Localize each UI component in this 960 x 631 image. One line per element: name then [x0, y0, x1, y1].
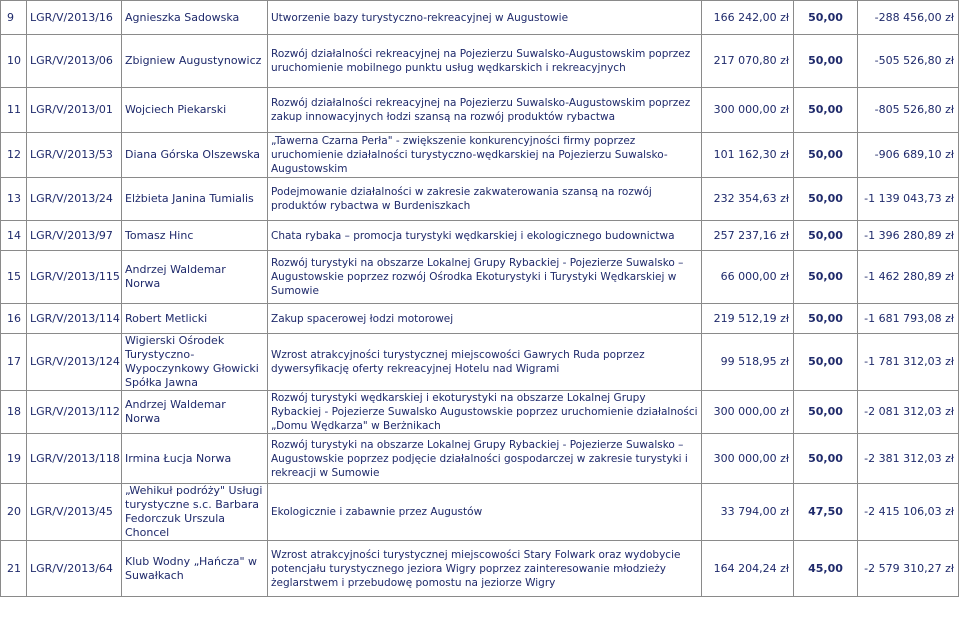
balance-cell: -1 139 043,73 zł — [858, 178, 959, 221]
project-title-cell: Rozwój działalności rekreacyjnej na Pojezierzu Suwalsko-Augustowskim poprzez zakup innowacyjnych łodzi szansą na rozwój produktów rybactwa — [268, 88, 702, 133]
balance-cell: -1 781 312,03 zł — [858, 334, 959, 391]
table-row — [1, 434, 959, 484]
signature-cell: LGR/V/2013/24 — [27, 178, 122, 221]
table-row — [1, 541, 959, 597]
balance-cell: -2 415 106,03 zł — [858, 484, 959, 541]
amount-cell: 300 000,00 zł — [702, 391, 794, 434]
amount-cell: 101 162,30 zł — [702, 133, 794, 178]
percent-cell: 50,00 — [794, 1, 858, 35]
table-row — [1, 178, 959, 221]
amount-cell: 300 000,00 zł — [702, 434, 794, 484]
balance-cell: -2 081 312,03 zł — [858, 391, 959, 434]
row-number-cell: 19 — [1, 434, 27, 484]
applicant-cell: Wojciech Piekarski — [122, 88, 268, 133]
percent-cell: 50,00 — [794, 304, 858, 334]
project-title-cell: Rozwój działalności rekreacyjnej na Pojezierzu Suwalsko-Augustowskim poprzez uruchomienie mobilnego punktu usług wędkarskich i rekreacyjnych — [268, 35, 702, 88]
applicant-cell: Agnieszka Sadowska — [122, 1, 268, 35]
balance-cell: -805 526,80 zł — [858, 88, 959, 133]
table-row — [1, 133, 959, 178]
table-row — [1, 484, 959, 541]
signature-cell: LGR/V/2013/97 — [27, 221, 122, 251]
balance-cell: -1 462 280,89 zł — [858, 251, 959, 304]
balance-cell: -906 689,10 zł — [858, 133, 959, 178]
percent-cell: 50,00 — [794, 334, 858, 391]
table-row — [1, 304, 959, 334]
balance-cell: -2 381 312,03 zł — [858, 434, 959, 484]
applicant-cell: Klub Wodny „Hańcza" w Suwałkach — [122, 541, 268, 597]
row-number-cell: 9 — [1, 1, 27, 35]
project-title-cell: Zakup spacerowej łodzi motorowej — [268, 304, 702, 334]
balance-cell: -505 526,80 zł — [858, 35, 959, 88]
row-number-cell: 13 — [1, 178, 27, 221]
table-row — [1, 334, 959, 391]
applicant-cell: „Wehikuł podróży" Usługi turystyczne s.c. Barbara Fedorczuk Urszula Choncel — [122, 484, 268, 541]
applicant-cell: Tomasz Hinc — [122, 221, 268, 251]
project-title-cell: „Tawerna Czarna Perła" - zwiększenie konkurencyjności firmy poprzez uruchomienie działalności turystyczno-wędkarskiej na Pojezierzu Suwalsko-Augustowskim — [268, 133, 702, 178]
project-title-cell: Ekologicznie i zabawnie przez Augustów — [268, 484, 702, 541]
applicant-cell: Robert Metlicki — [122, 304, 268, 334]
signature-cell: LGR/V/2013/06 — [27, 35, 122, 88]
applicant-cell: Andrzej Waldemar Norwa — [122, 391, 268, 434]
amount-cell: 219 512,19 zł — [702, 304, 794, 334]
table-row — [1, 221, 959, 251]
percent-cell: 45,00 — [794, 541, 858, 597]
applicant-cell: Zbigniew Augustynowicz — [122, 35, 268, 88]
row-number-cell: 15 — [1, 251, 27, 304]
balance-cell: -2 579 310,27 zł — [858, 541, 959, 597]
balance-cell: -1 396 280,89 zł — [858, 221, 959, 251]
percent-cell: 50,00 — [794, 391, 858, 434]
signature-cell: LGR/V/2013/124 — [27, 334, 122, 391]
table-row — [1, 391, 959, 434]
applicant-cell: Elżbieta Janina Tumialis — [122, 178, 268, 221]
percent-cell: 50,00 — [794, 133, 858, 178]
row-number-cell: 10 — [1, 35, 27, 88]
amount-cell: 166 242,00 zł — [702, 1, 794, 35]
amount-cell: 164 204,24 zł — [702, 541, 794, 597]
row-number-cell: 21 — [1, 541, 27, 597]
signature-cell: LGR/V/2013/115 — [27, 251, 122, 304]
applicant-cell: Diana Górska Olszewska — [122, 133, 268, 178]
amount-cell: 99 518,95 zł — [702, 334, 794, 391]
amount-cell: 217 070,80 zł — [702, 35, 794, 88]
percent-cell: 50,00 — [794, 178, 858, 221]
percent-cell: 50,00 — [794, 251, 858, 304]
table-row — [1, 251, 959, 304]
percent-cell: 50,00 — [794, 88, 858, 133]
amount-cell: 232 354,63 zł — [702, 178, 794, 221]
row-number-cell: 11 — [1, 88, 27, 133]
signature-cell: LGR/V/2013/118 — [27, 434, 122, 484]
project-title-cell: Wzrost atrakcyjności turystycznej miejscowości Gawrych Ruda poprzez dywersyfikację oferty rekreacyjnej Hotelu nad Wigrami — [268, 334, 702, 391]
signature-cell: LGR/V/2013/112 — [27, 391, 122, 434]
amount-cell: 257 237,16 zł — [702, 221, 794, 251]
applicant-cell: Wigierski Ośrodek Turystyczno-Wypoczynkowy Głowicki Spółka Jawna — [122, 334, 268, 391]
row-number-cell: 18 — [1, 391, 27, 434]
table-row — [1, 88, 959, 133]
signature-cell: LGR/V/2013/01 — [27, 88, 122, 133]
percent-cell: 47,50 — [794, 484, 858, 541]
balance-cell: -1 681 793,08 zł — [858, 304, 959, 334]
project-title-cell: Rozwój turystyki na obszarze Lokalnej Grupy Rybackiej - Pojezierze Suwalsko – Augustowskie poprzez podjęcie działalności gospodarczej w zakresie turystyki i rekreacji w Sumowie — [268, 434, 702, 484]
signature-cell: LGR/V/2013/53 — [27, 133, 122, 178]
signature-cell: LGR/V/2013/16 — [27, 1, 122, 35]
row-number-cell: 20 — [1, 484, 27, 541]
applicant-cell: Andrzej Waldemar Norwa — [122, 251, 268, 304]
project-title-cell: Rozwój turystyki na obszarze Lokalnej Grupy Rybackiej - Pojezierze Suwalsko – Augustowskie poprzez rozwój Ośrodka Ekoturystyki i Turystyki Wędkarskiej w Sumowie — [268, 251, 702, 304]
table-row — [1, 1, 959, 35]
row-number-cell: 17 — [1, 334, 27, 391]
amount-cell: 33 794,00 zł — [702, 484, 794, 541]
balance-cell: -288 456,00 zł — [858, 1, 959, 35]
applicant-cell: Irmina Łucja Norwa — [122, 434, 268, 484]
project-title-cell: Chata rybaka – promocja turystyki wędkarskiej i ekologicznego budownictwa — [268, 221, 702, 251]
project-title-cell: Utworzenie bazy turystyczno-rekreacyjnej w Augustowie — [268, 1, 702, 35]
row-number-cell: 14 — [1, 221, 27, 251]
row-number-cell: 16 — [1, 304, 27, 334]
project-title-cell: Rozwój turystyki wędkarskiej i ekoturystyki na obszarze Lokalnej Grupy Rybackiej - Pojezierze Suwalsko Augustowskie poprzez uruchomienie działalności „Domu Wędkarza" w Berżnikach — [268, 391, 702, 434]
table-row — [1, 35, 959, 88]
amount-cell: 66 000,00 zł — [702, 251, 794, 304]
signature-cell: LGR/V/2013/45 — [27, 484, 122, 541]
row-number-cell: 12 — [1, 133, 27, 178]
amount-cell: 300 000,00 zł — [702, 88, 794, 133]
project-title-cell: Podejmowanie działalności w zakresie zakwaterowania szansą na rozwój produktów rybactwa w Burdeniszkach — [268, 178, 702, 221]
project-title-cell: Wzrost atrakcyjności turystycznej miejscowości Stary Folwark oraz wydobycie potencjału turystycznego jeziora Wigry poprzez zainteresowanie młodzieży żeglarstwem i przebudowę pomostu na jeziorze Wigry — [268, 541, 702, 597]
percent-cell: 50,00 — [794, 221, 858, 251]
percent-cell: 50,00 — [794, 35, 858, 88]
percent-cell: 50,00 — [794, 434, 858, 484]
signature-cell: LGR/V/2013/114 — [27, 304, 122, 334]
signature-cell: LGR/V/2013/64 — [27, 541, 122, 597]
